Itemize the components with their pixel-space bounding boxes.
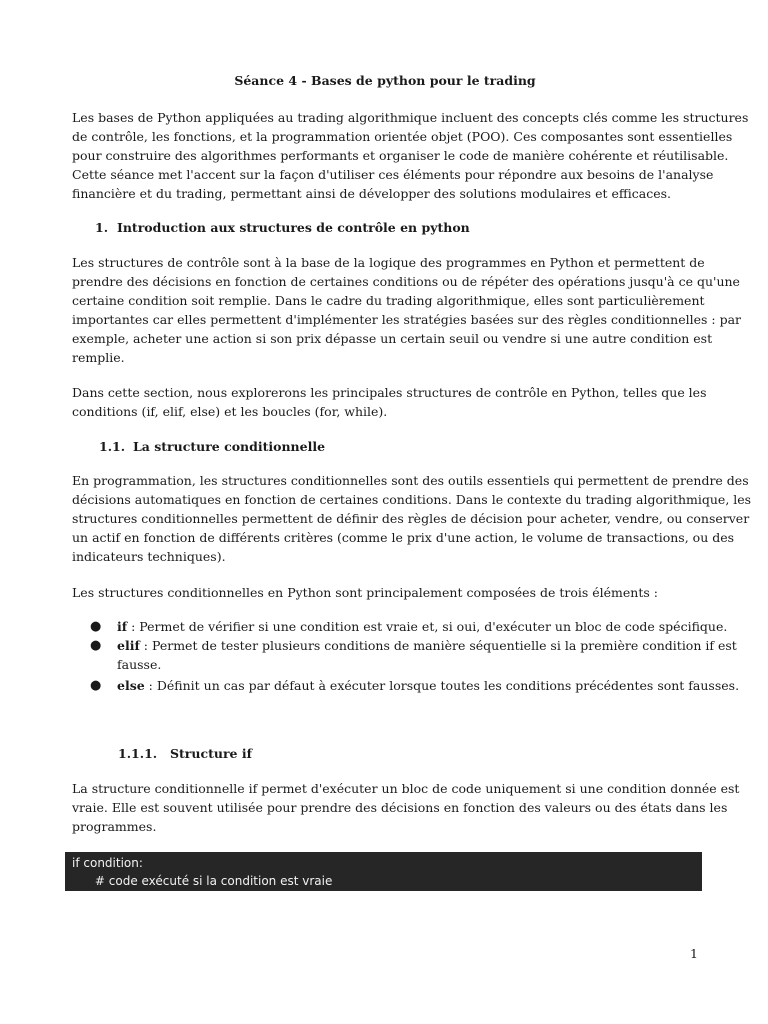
text-line: Les structures conditionnelles en Python sont principalement composées de trois éléments : (72, 585, 658, 600)
text-line: vraie. Elle est souvent utilisée pour prendre des décisions en fonction des valeurs ou des états dans les (72, 800, 728, 815)
list-item (90, 676, 740, 695)
text-line: Les structures de contrôle sont à la base de la logique des programmes en Python et permettent de (72, 255, 705, 270)
list-item (90, 617, 728, 636)
bullet-icon: ● (90, 619, 102, 634)
heading-text: Structure if (170, 746, 252, 761)
keyword: elif (117, 638, 140, 653)
item-text: : Permet de tester plusieurs conditions de manière séquentielle si la première condition if est (139, 638, 737, 653)
section-1-heading (95, 218, 470, 237)
list-item (90, 636, 737, 674)
text-line: La structure conditionnelle if permet d'exécuter un bloc de code uniquement si une condition donnée est (72, 781, 740, 796)
heading-text: La structure conditionnelle (133, 439, 326, 454)
code-line: if condition: (72, 856, 143, 870)
text-line: Cette séance met l'accent sur la façon d'utiliser ces éléments pour répondre aux besoins de l'analyse (72, 167, 714, 182)
section-1-1-paragraph (72, 471, 752, 566)
text-line: un actif en fonction de différents critères (comme le prix d'une action, le volume de transactions, ou des (72, 530, 735, 545)
text-line: pour construire des algorithmes performants et organiser le code de manière cohérente et réutilisable. (72, 148, 729, 163)
text-line: financière et du trading, permettant ainsi de développer des solutions modulaires et efficaces. (72, 186, 671, 201)
heading-text: Introduction aux structures de contrôle en python (117, 220, 470, 235)
text-line: structures conditionnelles permettent de définir des règles de décision pour acheter, vendre, ou conserver (72, 511, 750, 526)
text-line: En programmation, les structures conditionnelles sont des outils essentiels qui permettent de prendre des (72, 473, 749, 488)
text-line: Dans cette section, nous explorerons les principales structures de contrôle en Python, telles que les (72, 385, 707, 400)
section-1-paragraph (72, 383, 707, 421)
text-line: programmes. (72, 819, 157, 834)
text-line: certaine condition soit remplie. Dans le cadre du trading algorithmique, elles sont particulièrement (72, 293, 705, 308)
intro-paragraph (72, 108, 749, 203)
text-line: Les bases de Python appliquées au trading algorithmique incluent des concepts clés comme les structures (72, 110, 749, 125)
section-1-1-1-heading (118, 744, 252, 763)
heading-number: 1. (95, 220, 109, 235)
bullet-icon: ● (90, 638, 102, 653)
item-text: : Définit un cas par défaut à exécuter lorsque toutes les conditions précédentes sont fausses. (144, 678, 740, 693)
text-line: de contrôle, les fonctions, et la programmation orientée objet (POO). Ces composantes sont essentielles (72, 129, 733, 144)
text-line: décisions automatiques en fonction de certaines conditions. Dans le contexte du trading algorithmique, les (72, 492, 752, 507)
text-line: indicateurs techniques). (72, 549, 226, 564)
keyword: if (117, 619, 128, 634)
section-1-paragraph (72, 253, 742, 367)
text-line (90, 676, 740, 695)
section-1-1-heading (99, 437, 325, 456)
text-line: conditions (if, elif, else) et les boucles (for, while). (72, 404, 388, 419)
bullet-icon: ● (90, 678, 102, 693)
text-line: fausse. (117, 657, 162, 672)
text-line: importantes car elles permettent d'implémenter les stratégies basées sur des règles conditionnelles : par (72, 312, 742, 327)
keyword: else (117, 678, 145, 693)
document-title: Séance 4 - Bases de python pour le trading (234, 73, 536, 88)
item-text: : Permet de vérifier si une condition est vraie et, si oui, d'exécuter un bloc de code spécifique. (127, 619, 728, 634)
page-number: 1 (690, 946, 698, 961)
code-line: # code exécuté si la condition est vraie (72, 874, 333, 888)
text-line: exemple, acheter une action si son prix dépasse un certain seuil ou vendre si une autre condition est (72, 331, 713, 346)
text-line (90, 617, 728, 636)
text-line (90, 636, 737, 655)
text-line: prendre des décisions en fonction de certaines conditions ou de répéter des opérations jusqu'à ce qu'une (72, 274, 740, 289)
heading-number: 1.1.1. (118, 746, 158, 761)
section-1-1-1-paragraph (72, 779, 740, 836)
text-line: remplie. (72, 350, 125, 365)
section-1-1-paragraph (72, 583, 698, 602)
heading-number: 1.1. (99, 439, 126, 454)
code-block (65, 852, 702, 891)
